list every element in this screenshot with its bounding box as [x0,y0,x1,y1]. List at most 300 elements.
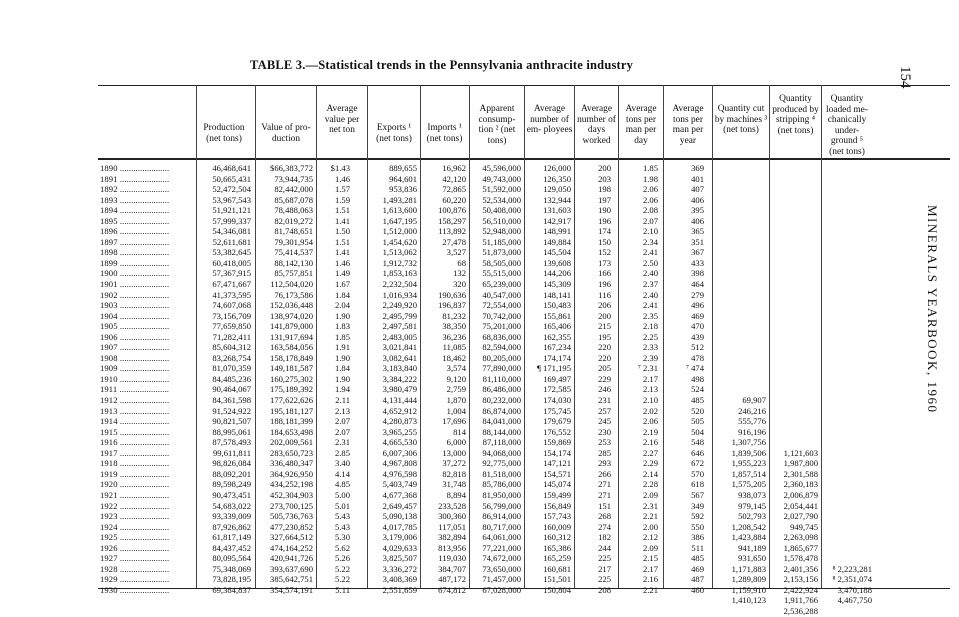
table-cell-year: 1917 ...................... [100,447,170,458]
table-cell-tons-year: 504 [691,426,704,437]
table-cell-consumption: 81,110,000 [482,373,521,384]
table-cell-consumption: 40,547,000 [482,289,521,300]
table-cell-tons-day: 2.17 [642,563,658,574]
table-cell-year: 1901 ...................... [100,279,170,290]
table-cell-imports: 81,232 [442,310,466,321]
table-cell-imports: 37,272 [442,458,466,469]
table-cell-year: 1896 ...................... [100,226,170,237]
table-cell-exports: 6,007,306 [382,447,417,458]
table-cell-tons-day: 1.98 [642,173,658,184]
table-cell-avg-value: 1.46 [334,257,350,268]
table-cell-stripping: 2,027,790 [783,511,818,522]
table-cell-stripping: 2,401,356 [783,563,818,574]
table-cell-employees: 150,483 [543,300,571,311]
table-cell-machines: 979,145 [738,500,766,511]
table-cell-tons-day: 2.40 [642,289,658,300]
table-cell-days: 205 [598,363,611,374]
table-cell-year: 1895 ...................... [100,215,170,226]
table-cell-value: 163,584,056 [270,342,313,353]
table-cell-production: 69,384,837 [212,584,251,595]
table-cell-consumption: 49,743,000 [482,173,521,184]
table-cell-imports: 42,120 [442,173,466,184]
table-cell-machines [713,290,766,301]
table-cell-production: 53,382,645 [212,247,251,258]
tons-year-column [664,163,704,595]
table-cell-imports: 18,462 [442,352,466,363]
table-cell-value: 88,142,130 [274,257,313,268]
table-cell-stripping [770,279,818,290]
table-cell-imports: 11,085 [442,342,466,353]
table-cell-tons-day: 2.09 [642,542,658,553]
table-cell-year: 1890 ...................... [100,163,170,173]
table-cell-tons-year: 369 [691,163,704,173]
table-cell-value: 273,700,125 [270,500,313,511]
table-cell-days: 231 [598,395,611,406]
column-header-tons-year: Average tons per man per year [672,104,704,146]
table-cell-tons-year: 464 [691,279,704,290]
table-cell-value: 420,941,726 [270,553,313,564]
table-cell-imports: 813,956 [438,542,466,553]
table-cell-employees: 145,504 [543,247,571,258]
table-cell-imports: 233,528 [438,500,466,511]
table-cell-machines [713,363,766,374]
table-cell-underground [822,395,872,406]
table-cell-underground [822,311,872,322]
table-cell-imports: 300,360 [438,511,466,522]
table-cell-year: 1920 ...................... [100,479,170,490]
table-cell-days: 244 [598,542,611,553]
table-cell-stripping [770,184,818,195]
table-cell-production: 83,268,754 [212,352,251,363]
table-cell-underground [822,216,872,227]
table-cell-employees: 154,571 [543,468,571,479]
table-cell-tons-day: 2.33 [642,342,658,353]
table-cell-employees: 160,312 [543,532,571,543]
table-cell-tons-day: 2.06 [642,194,658,205]
table-cell-imports: 117,051 [438,521,466,532]
table-cell-year: 1915 ...................... [100,426,170,437]
table-cell-production: 87,926,862 [212,521,251,532]
table-cell-value: 141,879,000 [270,321,313,332]
table-cell-employees: 165,406 [543,321,571,332]
table-cell-tons-year: 433 [691,257,704,268]
table-cell-consumption: 86,486,000 [482,384,521,395]
table-cell-employees: 162,355 [543,331,571,342]
table-cell-avg-value: 1.59 [334,194,350,205]
table-cell-tons-year: 460 [691,584,704,595]
table-cell-stripping [770,174,818,185]
table-cell-consumption: 51,592,000 [482,184,521,195]
table-cell-underground [822,226,872,237]
page-number: 154 [897,66,913,89]
table-cell-underground [822,469,872,480]
table-cell-days: 200 [598,310,611,321]
table-cell-exports: 1,647,195 [382,215,417,226]
table-cell-year: 1905 ...................... [100,321,170,332]
table-cell-value: 202,009,561 [270,437,313,448]
table-cell-underground [822,501,872,512]
table-cell-imports: 13,000 [442,447,466,458]
table-cell-imports: 100,876 [438,205,466,216]
table-cell-avg-value: 1.50 [334,226,350,237]
table-cell-tons-day: 2.16 [642,574,658,585]
table-cell-employees: 126,350 [543,173,571,184]
table-cell-exports: 4,677,368 [382,489,417,500]
table-cell-employees: 150,804 [543,584,571,595]
table-cell-imports: 674,812 [438,584,466,595]
table-cell-avg-value: 2.85 [334,447,350,458]
table-cell-machines [713,237,766,248]
table-cell-tons-day: 2.10 [642,226,658,237]
table-cell-stripping [770,216,818,227]
table-cell-imports: 3,527 [446,247,466,258]
table-cell-machines [713,226,766,237]
table-cell-production: 77,659,850 [212,321,251,332]
table-cell-value: 452,304,903 [270,489,313,500]
table-cell-year: 1910 ...................... [100,373,170,384]
table-cell-production: 73,156,709 [212,310,251,321]
table-cell-underground [822,332,872,343]
table-cell-tons-day: 2.12 [642,532,658,543]
table-cell-tons-day: 2.02 [642,405,658,416]
table-cell-value: 184,653,498 [270,426,313,437]
table-cell-tons-day: 2.41 [642,300,658,311]
table-cell-avg-value: 1.41 [334,215,350,226]
table-cell-stripping [770,342,818,353]
table-cell-underground [822,321,872,332]
table-cell-days: 225 [598,553,611,564]
table-cell-tons-year: 469 [691,563,704,574]
running-head: MINERALS YEARBOOK, 1960 [925,205,940,414]
table-cell-value: 175,189,392 [270,384,313,395]
table-cell-avg-value: 5.43 [334,511,350,522]
table-cell-machines: 1,159,910 [731,584,766,595]
table-cell-consumption: 65,239,000 [482,279,521,290]
table-cell-exports: 3,082,641 [382,352,417,363]
table-cell-exports: 4,967,808 [382,458,417,469]
table-cell-tons-year: 279 [691,289,704,300]
table-cell-machines: 1,410,123 [731,595,766,606]
table-cell-stripping [770,321,818,332]
table-cell-machines [713,374,766,385]
table-cell-employees: 148,141 [543,289,571,300]
column-header-imports: Imports ¹ (net tons) [426,123,463,144]
table-cell-tons-day: 2.09 [642,489,658,500]
table-cell-exports: 953,836 [389,184,417,195]
table-cell-value: 160,275,302 [270,373,313,384]
table-cell-production: 57,999,337 [212,215,251,226]
table-cell-tons-year: 395 [691,205,704,216]
table-cell-machines [713,279,766,290]
table-cell-imports: 68 [457,257,466,268]
table-cell-year: 1922 ...................... [100,500,170,511]
table-cell-stripping: 2,536,288 [783,605,818,616]
table-cell-tons-year: 485 [691,553,704,564]
table-cell-employees: 174,030 [543,395,571,406]
table-cell-value: 152,036,448 [270,300,313,311]
table-cell-consumption: 88,144,000 [482,426,521,437]
table-cell-imports: 9,120 [446,373,466,384]
table-cell-days: 257 [598,405,611,416]
table-cell-employees: 175,745 [543,405,571,416]
table-cell-production: 61,817,149 [212,532,251,543]
table-cell-tons-year: 469 [691,310,704,321]
table-cell-consumption: 45,596,000 [482,163,521,173]
table-cell-imports: 190,636 [438,289,466,300]
table-cell-stripping [770,395,818,406]
table-cell-exports: 4,280,873 [382,416,417,427]
table-cell-machines [713,353,766,364]
table-cell-avg-value: 1.90 [334,373,350,384]
table-cell-value: 188,181,399 [270,416,313,427]
table-cell-machines [713,332,766,343]
table-cell-underground [822,363,872,374]
table-cell-employees: 148,991 [543,226,571,237]
column-header-employees: Average number of em- ployees [526,104,573,136]
table-cell-employees: 160,681 [543,563,571,574]
table-cell-stripping: 2,301,588 [783,468,818,479]
table-cell-stripping: 1,865,677 [783,542,818,553]
stripping-column [770,163,818,617]
table-cell-production: 57,367,915 [212,268,251,279]
table-cell-year: 1919 ...................... [100,468,170,479]
table-cell-underground [822,279,872,290]
table-cell-employees: 147,121 [543,458,571,469]
table-cell-exports: 1,016,934 [382,289,417,300]
table-cell-tons-year: ⁷ 474 [685,363,704,374]
table-cell-consumption: 85,786,000 [482,479,521,490]
table-cell-stripping [770,363,818,374]
table-cell-employees: 157,743 [543,511,571,522]
table-cell-year: 1903 ...................... [100,300,170,311]
table-cell-avg-value: 1.57 [334,184,350,195]
table-cell-stripping [770,311,818,322]
table-cell-imports: 132 [453,268,466,279]
table-cell-avg-value: 5.22 [334,574,350,585]
table-cell-underground [822,342,872,353]
table-cell-production: 99,611,811 [212,447,251,458]
table-cell-underground [822,163,872,174]
table-cell-year: 1891 ...................... [100,173,170,184]
table-cell-employees: 165,259 [543,553,571,564]
table-cell-tons-day: 2.07 [642,215,658,226]
table-cell-year: 1918 ...................... [100,458,170,469]
table-cell-tons-year: 511 [691,542,704,553]
table-cell-days: 190 [598,205,611,216]
table-cell-year: 1929 ...................... [100,574,170,585]
table-cell-imports: 36,236 [442,331,466,342]
table-cell-stripping: 2,054,441 [783,500,818,511]
table-cell-tons-year: 485 [691,395,704,406]
table-cell-production: 88,092,201 [212,468,251,479]
table-cell-consumption: 71,457,000 [482,574,521,585]
table-cell-production: 51,921,121 [212,205,251,216]
table-cell-imports: 60,220 [442,194,466,205]
table-cell-consumption: 74,672,000 [482,553,521,564]
table-cell-value: 112,504,020 [270,279,313,290]
table-cell-employees: 126,000 [543,163,571,173]
table-cell-exports: 2,649,457 [382,500,417,511]
table-cell-machines [713,195,766,206]
table-cell-exports: 1,512,000 [382,226,417,237]
table-cell-employees: 151,501 [543,574,571,585]
table-cell-avg-value: 5.22 [334,563,350,574]
table-cell-year: 1908 ...................... [100,352,170,363]
table-cell-value: 393,637,690 [270,563,313,574]
table-cell-tons-day: 2.16 [642,437,658,448]
table-cell-machines [713,321,766,332]
table-cell-exports: 3,825,507 [382,553,417,564]
table-cell-production: 71,282,411 [212,331,251,342]
table-cell-exports: 3,336,272 [382,563,417,574]
table-cell-days: 274 [598,521,611,532]
table-cell-value: 82,019,272 [274,215,313,226]
table-cell-consumption: 50,408,000 [482,205,521,216]
table-cell-avg-value: 1.51 [334,236,350,247]
table-cell-year: 1898 ...................... [100,247,170,258]
table-cell-tons-year: 487 [691,574,704,585]
table-cell-avg-value: 1.46 [334,173,350,184]
table-cell-days: 197 [598,194,611,205]
table-cell-machines: 246,216 [738,405,766,416]
table-cell-stripping: 2,006,879 [783,489,818,500]
table-cell-consumption: 75,201,000 [482,321,521,332]
table-cell-stripping [770,163,818,174]
table-cell-days: 271 [598,489,611,500]
table-cell-avg-value: 1.84 [334,289,350,300]
table-cell-avg-value: 4.85 [334,479,350,490]
table-cell-exports: 1,912,732 [382,257,417,268]
table-cell-exports: 4,652,912 [382,405,417,416]
table-cell-days: 285 [598,447,611,458]
table-cell-tons-year: 365 [691,226,704,237]
table-cell-underground [822,532,872,543]
table-cell-tons-day: 2.40 [642,268,658,279]
table-cell-stripping [770,258,818,269]
table-cell-consumption: 52,534,000 [482,194,521,205]
table-cell-imports: 6,000 [446,437,466,448]
table-cell-imports: 16,962 [442,163,466,173]
table-cell-tons-year: 401 [691,173,704,184]
table-cell-consumption: 64,061,000 [482,532,521,543]
table-cell-tons-year: 386 [691,532,704,543]
table-cell-machines [713,384,766,395]
table-cell-value: 477,230,852 [270,521,313,532]
table-cell-underground [822,195,872,206]
table-cell-employees: 145,074 [543,479,571,490]
table-cell-year: 1916 ...................... [100,437,170,448]
table-cell-consumption: 86,874,000 [482,405,521,416]
table-cell-tons-day: 2.06 [642,184,658,195]
table-cell-imports: 1,870 [446,395,466,406]
table-cell-exports: 5,403,749 [382,479,417,490]
table-cell-employees: 156,849 [543,500,571,511]
table-cell-machines: 916,196 [738,426,766,437]
table-cell-tons-year: 512 [691,342,704,353]
table-cell-value: 474,164,252 [270,542,313,553]
table-cell-employees: 132,944 [543,194,571,205]
table-cell-machines [713,342,766,353]
table-cell-days: 229 [598,373,611,384]
table-cell-avg-value: 1.90 [334,352,350,363]
table-cell-consumption: 72,554,000 [482,300,521,311]
table-cell-year: 1902 ...................... [100,289,170,300]
table-cell-exports: 3,384,222 [382,373,417,384]
table-cell-production: 84,485,236 [212,373,251,384]
table-cell-employees: 159,499 [543,489,571,500]
year-column [100,163,194,595]
table-cell-production: 50,665,431 [212,173,251,184]
table-cell-days: 150 [598,236,611,247]
table-cell-production: 91,524,922 [212,405,251,416]
table-cell-exports: 1,613,600 [382,205,417,216]
production-column [197,163,251,595]
table-cell-imports: 113,892 [438,226,466,237]
table-cell-year: 1926 ...................... [100,542,170,553]
table-cell-machines [713,163,766,174]
table-cell-consumption: 81,950,000 [482,489,521,500]
table-cell-production: 85,604,312 [212,342,251,353]
employees-column [525,163,571,595]
table-cell-days: 253 [598,437,611,448]
table-cell-stripping [770,247,818,258]
table-cell-tons-year: 496 [691,300,704,311]
table-cell-year: 1923 ...................... [100,511,170,522]
table-cell-stripping: 2,263,098 [783,532,818,543]
table-cell-exports: 5,090,138 [382,511,417,522]
table-cell-avg-value: 1.67 [334,279,350,290]
table-cell-employees: 139,608 [543,257,571,268]
table-cell-tons-year: 349 [691,500,704,511]
table-cell-exports: 3,980,479 [382,384,417,395]
table-cell-machines: 1,955,223 [731,458,766,469]
table-cell-production: 53,967,543 [212,194,251,205]
table-cell-tons-day: 2.00 [642,521,658,532]
table-cell-tons-day: 2.08 [642,205,658,216]
table-cell-consumption: 67,028,000 [482,584,521,595]
table-cell-machines: 1,171,883 [731,563,766,574]
table-cell-production: 84,437,452 [212,542,251,553]
table-cell-imports: 38,350 [442,321,466,332]
table-cell-consumption: 94,068,000 [482,447,521,458]
table-cell-imports: 196,837 [438,300,466,311]
table-cell-days: 220 [598,352,611,363]
table-cell-year: 1927 ...................... [100,553,170,564]
table-cell-exports: 2,497,581 [382,321,417,332]
table-cell-imports: 72,865 [442,184,466,195]
table-cell-machines [713,184,766,195]
table-cell-machines: 1,839,506 [731,447,766,458]
table-cell-machines: 1,289,809 [731,574,766,585]
underground-column [822,163,872,606]
table-cell-employees: 159,869 [543,437,571,448]
table-cell-machines [713,300,766,311]
table-cell-avg-value: 2.07 [334,426,350,437]
table-cell-avg-value: 5.26 [334,553,350,564]
table-cell-employees: 142,917 [543,215,571,226]
table-cell-machines: 1,857,514 [731,468,766,479]
table-cell-days: 268 [598,511,611,522]
table-cell-value: 75,414,537 [274,247,313,258]
table-cell-tons-year: 407 [691,184,704,195]
table-cell-avg-value: 1.90 [334,310,350,321]
table-cell-tons-day: 2.13 [642,384,658,395]
table-cell-exports: 2,232,504 [382,279,417,290]
table-cell-avg-value: 5.30 [334,532,350,543]
table-cell-stripping: 1,121,603 [783,447,818,458]
table-cell-employees: 131,603 [543,205,571,216]
table-cell-avg-value: 1.83 [334,321,350,332]
